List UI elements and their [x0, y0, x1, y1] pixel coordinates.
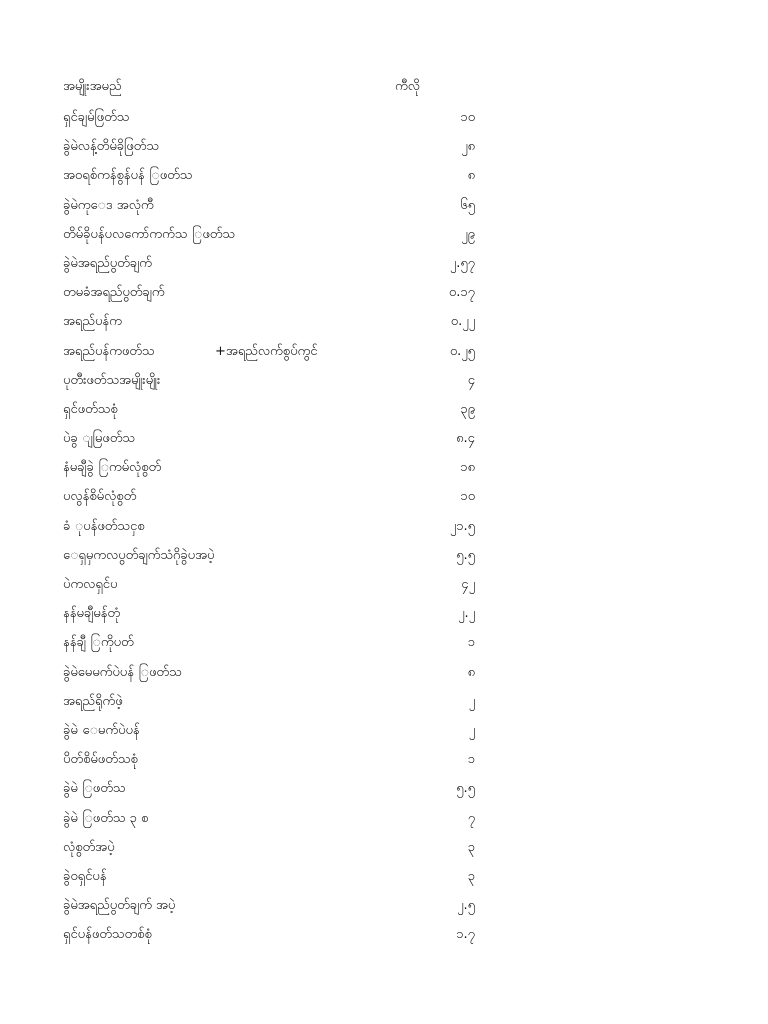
item-quantity: ၂.၅၇ [449, 255, 475, 271]
item-quantity: ၄၂ [461, 577, 475, 592]
table-row [63, 342, 475, 371]
item-name: တမခံအရည်ပွတ်ချက် [63, 285, 165, 301]
table-row [63, 225, 475, 254]
item-name: ေရှမှကလပွတ်ချက်သံဂိုခွဲပအပဲ့ [63, 547, 215, 563]
table-row [63, 838, 475, 867]
item-name: အဝရစ်ကန်စွန်ပန် ြဖတ်သ [63, 168, 193, 184]
item-quantity: ၇ [467, 810, 475, 826]
item-name: ရှင်ဖတ်သစုံ [63, 401, 118, 417]
item-name: တိမ်ခိုပန်ပလကော်ကက်သ ြဖတ်သ [63, 226, 235, 242]
item-name: ရှင်ပန်ဖတ်သတစ်စုံ [63, 927, 152, 943]
table-row [63, 750, 475, 779]
table-row [63, 166, 475, 195]
table-row [63, 487, 475, 516]
table-row [63, 108, 475, 137]
item-quantity: ၃၉ [460, 401, 475, 417]
item-quantity: ၁ [467, 752, 475, 768]
table-row [63, 896, 475, 925]
item-name: ခွဲမဲမေမက်ပဲပန် ြဖတ်သ [63, 664, 182, 680]
item-quantity: ၀.၁၇ [448, 285, 475, 301]
item-quantity: ၂ [468, 693, 475, 709]
table-row [63, 517, 475, 546]
column-header-quantity: ကီလို [395, 79, 420, 94]
table-row [63, 458, 475, 487]
item-name: ရှင်ချမ်ဖြတ်သ [63, 110, 130, 125]
item-quantity: ၈ [467, 664, 475, 680]
item-quantity: ၅.၅ [456, 547, 475, 563]
table-row [63, 663, 475, 692]
table-row [63, 283, 475, 312]
table-row [63, 371, 475, 400]
item-quantity: ၂၈ [461, 139, 475, 155]
item-quantity: ၈.၄ [456, 431, 475, 447]
item-quantity: ၃ [467, 868, 475, 884]
item-name: ခွဲမဲ ြဖတ်သ [63, 781, 126, 797]
item-name: ခွဲမဲလန့်တိမ်ခိုဖြတ်သ [63, 139, 159, 155]
item-name: ခွဲဝရှင်ပန် [63, 868, 107, 884]
item-quantity: ၄ [467, 372, 475, 388]
item-name: ခံ ုပန်ဖတ်သငှစ [63, 518, 145, 534]
item-name: ခွဲမဲအရည်ပွတ်ချက် အပဲ့ [63, 898, 176, 914]
item-name: ခွဲမဲကုေဒ အလုံကီ [63, 197, 154, 213]
item-name: ပလွန်စိမ်လုံစွတ် [63, 489, 137, 505]
item-quantity: ၂ [468, 722, 475, 738]
table-row [63, 575, 475, 604]
item-list [63, 108, 475, 954]
item-name: ပဲကလရှင်ပ [63, 577, 118, 592]
table-row [63, 429, 475, 458]
table-row [63, 867, 475, 896]
table-row [63, 400, 475, 429]
item-quantity: ၈ [467, 168, 475, 184]
table-row [63, 546, 475, 575]
item-quantity: ၂၁.၅ [449, 518, 475, 534]
table-header [63, 78, 475, 100]
item-quantity: ၂.၅ [457, 898, 475, 914]
item-name: နန်မချီမန်တုံ [63, 606, 121, 622]
item-quantity: ၂၉ [461, 226, 475, 242]
item-name: ပဲခွ ျမြဖတ်သ [63, 431, 135, 447]
item-quantity: ၁.၇ [456, 927, 475, 943]
item-quantity: ၁၈ [460, 460, 475, 476]
item-quantity: ၁၀ [460, 110, 475, 125]
item-name: နံမချီခွဲ ြကမ်လုံစွတ် [63, 460, 162, 476]
column-header-name: အမျိုးအမည် [63, 79, 122, 94]
table-row [63, 254, 475, 283]
item-quantity: ၁၀ [460, 489, 475, 505]
table-row [63, 809, 475, 838]
table-row [63, 196, 475, 225]
item-quantity: ၅.၅ [456, 781, 475, 797]
item-name: အရည်ရိုက်ဖဲ့ [63, 693, 123, 709]
item-name: ခွဲမဲအရည်ပွတ်ချက် [63, 255, 152, 271]
item-name: ခွဲမဲ ေမက်ပဲပန် [63, 722, 140, 738]
item-name: အရည်ပန်က [63, 314, 122, 330]
item-quantity: ၀.၂၅ [449, 343, 475, 359]
table-row [63, 137, 475, 166]
item-quantity: ၆၅ [460, 197, 475, 213]
table-row [63, 925, 475, 954]
item-name: လုံစွတ်အပဲ့ [63, 839, 115, 855]
item-name: ခွဲမဲ ြဖတ်သ ၃ စ [63, 810, 149, 826]
item-quantity: ၀.၂၂ [450, 314, 475, 330]
table-row [63, 779, 475, 808]
item-name: ပိတ်စိမ်ဖတ်သစုံ [63, 752, 138, 768]
table-row [63, 604, 475, 633]
item-note: +အရည်လက်စွပ်ကွင် [215, 343, 318, 359]
item-quantity: ၂.၂ [458, 606, 475, 622]
table-row [63, 633, 475, 662]
item-name: ပုတီးဖတ်သအမျိုးမျိုး [63, 372, 161, 388]
table-row [63, 721, 475, 750]
item-name: နန်ချီ ြကိုပတ် [63, 635, 134, 651]
table-row [63, 312, 475, 341]
table-row [63, 692, 475, 721]
item-quantity: ၃ [467, 839, 475, 855]
item-name: အရည်ပန်ကဖတ်သ [63, 343, 155, 359]
item-quantity: ၁ [467, 635, 475, 651]
